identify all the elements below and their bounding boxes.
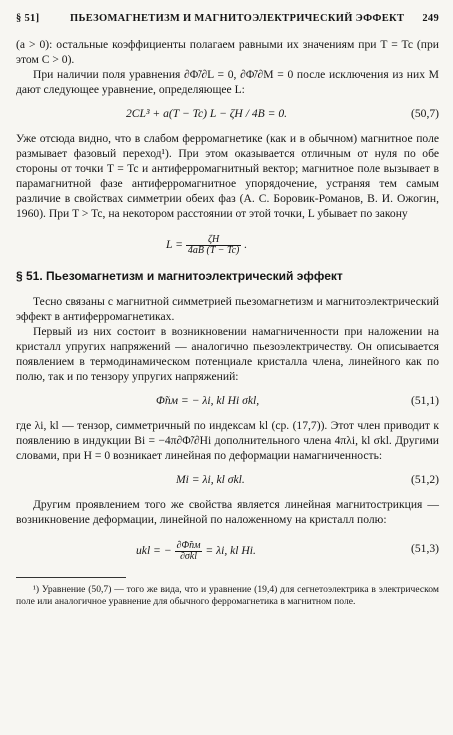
paragraph-5: Первый из них состоит в возникновении намагниченности при наложении на кристалл упругих напряжений — аналогично пьезоэлектричеству. Он описывается появлением в термодинамическом потенциале кристалла члена, линейного как по полю, так и по тензору упругих напряжений: — [16, 325, 439, 383]
equation-L-denominator: 4aB (T − Tc) — [187, 245, 240, 256]
equation-50-7-formula: 2CL³ + a(T − Tc) L − ζH / 4B = 0. — [126, 107, 288, 120]
equation-51-2-formula: Mi = λi, kl σkl. — [176, 473, 245, 486]
equation-50-7 — [16, 103, 439, 125]
equation-51-3-tail: = λi, kl Hi. — [205, 544, 256, 558]
equation-L-tail: . — [244, 238, 248, 252]
paragraph-7: Другим проявлением того же свойства является линейная магнитострикция — возникновение деформации, линейной по наложенному на кристалл полю: — [16, 498, 439, 526]
equation-L — [16, 227, 439, 257]
equation-51-3 — [16, 533, 439, 563]
equation-L-lhs: L = — [166, 238, 183, 252]
paragraph-3: Уже отсюда видно, что в слабом ферромагнетике (как и в обычном) магнитное поле размывает фазовый переход¹). При этом оказывается отличным от нуля по обе стороны от точки T = Tc и антиферромагнитный вектор; магнитное поле вызывает в парамагнитной фазе антиферромагнитное упорядочение, устраняя тем самым различие в свойствах симметрии обеих фаз (А. С. Боровик-Романов, В. И. Ожогин, 1960). При T > Tc, на некотором расстоянии от этой точки, L убывает по закону — [16, 132, 439, 220]
header-section: § 51] — [16, 13, 40, 24]
equation-51-1 — [16, 390, 439, 412]
page-number: 249 — [422, 13, 439, 24]
equation-L-numerator: ζH — [186, 235, 241, 246]
header-title: ПЬЕЗОМАГНЕТИЗМ И МАГНИТОЭЛЕКТРИЧЕСКИЙ ЭФФЕКТ — [70, 13, 405, 24]
equation-L-fraction — [186, 235, 241, 256]
paragraph-1: (a > 0): остальные коэффициенты полагаем равными их значениям при T = Tc (при этом C > 0). — [16, 38, 439, 66]
equation-51-2-number: (51,2) — [410, 473, 439, 486]
equation-50-7-number: (50,7) — [410, 107, 439, 120]
equation-L-formula — [166, 235, 247, 256]
equation-51-2 — [16, 469, 439, 491]
paragraph-6: где λi, kl — тензор, симметричный по индексам kl (ср. (17,7)). Этот член приводит к появлению в индукции Bi = −4π∂Φ̃/∂Hi дополнительного члена 4πλi, kl σkl. Другими словами, при H = 0 возникает линейная по деформации намагниченность: — [16, 419, 439, 462]
footnote: ¹) Уравнение (50,7) — того же вида, что и уравнение (19,4) для сегнетоэлектрика в электрическом поле или аналогичное уравнение для обычного ферромагнетика в магнитном поле. — [16, 584, 439, 607]
paragraph-4: Тесно связаны с магнитной симметрией пьезомагнетизм и магнитоэлектрический эффект в антиферромагнетиках. — [16, 295, 439, 323]
running-header — [16, 11, 439, 27]
equation-51-3-numerator: ∂Φ̃пм — [176, 540, 201, 551]
equation-51-1-number: (51,1) — [410, 394, 439, 407]
page-body — [16, 37, 439, 608]
equation-51-1-formula: Φ̃пм = − λi, kl Hi σkl, — [156, 394, 260, 407]
paragraph-2: При наличии поля уравнения ∂Φ̃/∂L = 0, ∂Φ̃/∂M = 0 после исключения из них M дают следующее уравнение, определяющее L: — [16, 68, 439, 96]
section-heading: § 51. Пьезомагнетизм и магнитоэлектрический эффект — [16, 269, 343, 283]
equation-51-3-denominator: ∂σkl — [179, 551, 198, 562]
equation-51-3-fraction — [175, 541, 203, 562]
equation-51-3-formula — [136, 541, 256, 562]
equation-51-3-lhs: ukl = − — [136, 544, 172, 558]
equation-51-3-number: (51,3) — [410, 542, 439, 555]
footnote-rule — [16, 577, 126, 578]
